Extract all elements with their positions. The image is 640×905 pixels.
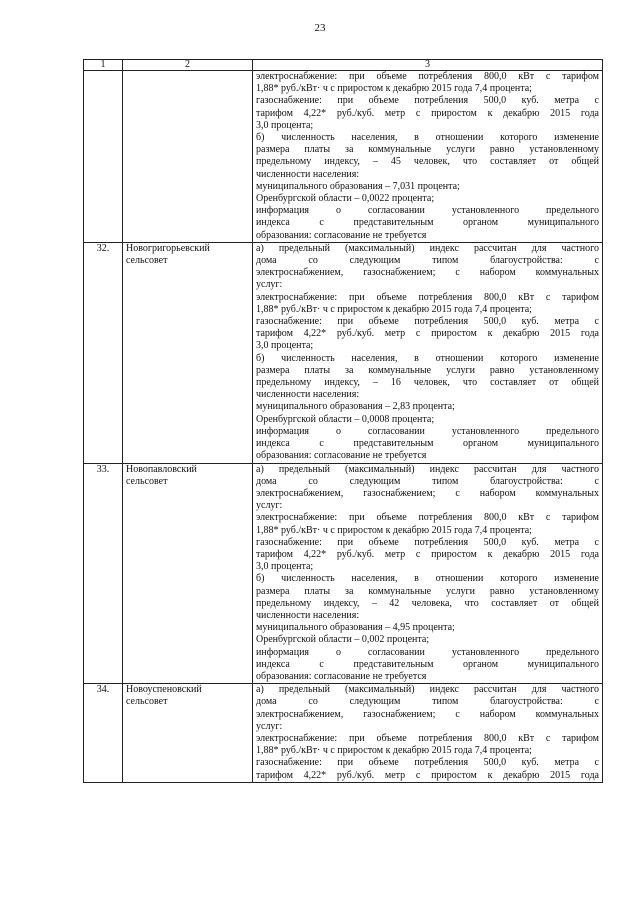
content-line: муниципального образования – 4,95 процента; xyxy=(256,622,455,634)
municipality-name-line: сельсовет xyxy=(126,475,168,487)
row-content-cell xyxy=(253,71,603,243)
content-line: численности населения: xyxy=(256,168,360,180)
content-line: газоснабжение: при объеме потребления 500,0 куб. метра с xyxy=(256,757,599,769)
content-line: электроснабжение: при объеме потребления 800,0 кВт с тарифом xyxy=(256,512,599,524)
row-number-cell: 34. xyxy=(84,684,123,783)
table-header-row xyxy=(84,60,603,71)
municipality-cell xyxy=(123,463,253,684)
row-number-cell xyxy=(84,71,123,243)
content-line: услуг: xyxy=(256,720,283,732)
row-content-cell xyxy=(253,684,603,783)
column-header-1: 1 xyxy=(84,60,123,71)
content-line: б) численность населения, в отношении которого изменение xyxy=(256,352,599,364)
content-line: образования: согласование не требуется xyxy=(256,229,427,241)
row-number-cell: 33. xyxy=(84,463,123,684)
content-line: а) предельный (максимальный) индекс рассчитан для частного xyxy=(256,463,599,475)
content-line: электроснабжением, газоснабжением; с набором коммунальных xyxy=(256,267,599,279)
content-line: газоснабжение: при объеме потребления 500,0 куб. метра с xyxy=(256,95,599,107)
content-line: 3,0 процента; xyxy=(256,340,314,352)
content-line: а) предельный (максимальный) индекс рассчитан для частного xyxy=(256,242,599,254)
content-line: дома со следующим типом благоустройства: с xyxy=(256,475,599,487)
content-line: дома со следующим типом благоустройства: с xyxy=(256,255,599,267)
row-number-cell: 32. xyxy=(84,242,123,463)
municipality-name-line: Новогригорьевский xyxy=(126,242,210,254)
content-line: электроснабжением, газоснабжением; с набором коммунальных xyxy=(256,487,599,499)
content-line: а) предельный (максимальный) индекс рассчитан для частного xyxy=(256,684,599,696)
content-line: размера платы за коммунальные услуги равно установленному xyxy=(256,585,599,597)
content-line: индекса с представительным органом муниципального xyxy=(256,438,599,450)
content-line: предельному индексу, – 16 человек, что составляет от общей xyxy=(256,377,599,389)
table-row xyxy=(84,463,603,684)
content-line: Оренбургской области – 0,0008 процента; xyxy=(256,413,435,425)
content-line: Оренбургской области – 0,002 процента; xyxy=(256,634,430,646)
content-line: тарифом 4,22* руб./куб. метр с приростом к декабрю 2015 года xyxy=(256,548,599,560)
content-line: муниципального образования – 7,031 процента; xyxy=(256,180,460,192)
content-line: тарифом 4,22* руб./куб. метр с приростом к декабрю 2015 года xyxy=(256,107,599,119)
row-content-cell xyxy=(253,242,603,463)
content-line: информация о согласовании установленного предельного xyxy=(256,646,599,658)
content-line: численности населения: xyxy=(256,609,360,621)
content-line: 3,0 процента; xyxy=(256,119,314,131)
content-line: муниципального образования – 2,83 процента; xyxy=(256,401,455,413)
content-line: 1,88* руб./кВт· ч с приростом к декабрю 2015 года 7,4 процента; xyxy=(256,524,532,536)
content-line: индекса с представительным органом муниципального xyxy=(256,217,599,229)
content-line: 1,88* руб./кВт· ч с приростом к декабрю 2015 года 7,4 процента; xyxy=(256,745,532,757)
content-line: 1,88* руб./кВт· ч с приростом к декабрю 2015 года 7,4 процента; xyxy=(256,303,532,315)
content-line: образования: согласование не требуется xyxy=(256,670,427,682)
content-line: численности населения: xyxy=(256,389,360,401)
content-line: электроснабжение: при объеме потребления 800,0 кВт с тарифом xyxy=(256,732,599,744)
content-line: предельному индексу, – 45 человек, что составляет от общей xyxy=(256,156,599,168)
page-number: 23 xyxy=(314,22,326,34)
municipality-name-line: Новоуспеновский xyxy=(126,684,202,696)
content-line: образования: согласование не требуется xyxy=(256,450,427,462)
content-line: тарифом 4,22* руб./куб. метр с приростом к декабрю 2015 года xyxy=(256,769,599,781)
municipality-cell xyxy=(123,242,253,463)
municipality-name-line: сельсовет xyxy=(126,255,168,267)
content-line: б) численность населения, в отношении которого изменение xyxy=(256,132,599,144)
content-line: тарифом 4,22* руб./куб. метр с приростом к декабрю 2015 года xyxy=(256,328,599,340)
municipality-name-line: сельсовет xyxy=(126,696,168,708)
content-line: услуг: xyxy=(256,279,283,291)
column-header-2: 2 xyxy=(123,60,253,71)
content-line: информация о согласовании установленного предельного xyxy=(256,205,599,217)
content-line: информация о согласовании установленного предельного xyxy=(256,425,599,437)
content-line: размера платы за коммунальные услуги равно установленному xyxy=(256,144,599,156)
municipality-cell xyxy=(123,71,253,243)
row-content-cell xyxy=(253,463,603,684)
content-line: предельному индексу, – 42 человека, что составляет от общей xyxy=(256,597,599,609)
content-line: электроснабжением, газоснабжением; с набором коммунальных xyxy=(256,708,599,720)
table-row xyxy=(84,684,603,783)
column-header-3: 3 xyxy=(253,60,603,71)
content-line: размера платы за коммунальные услуги равно установленному xyxy=(256,364,599,376)
content-line: газоснабжение: при объеме потребления 500,0 куб. метра с xyxy=(256,536,599,548)
tariff-index-table xyxy=(83,59,603,783)
content-line: электроснабжение: при объеме потребления 800,0 кВт с тарифом xyxy=(256,291,599,303)
municipality-name-line: Новопавловский xyxy=(126,463,197,475)
content-line: услуг: xyxy=(256,500,283,512)
municipality-cell xyxy=(123,684,253,783)
content-line: дома со следующим типом благоустройства: с xyxy=(256,696,599,708)
content-line: 3,0 процента; xyxy=(256,561,314,573)
content-line: 1,88* руб./кВт· ч с приростом к декабрю 2015 года 7,4 процента; xyxy=(256,83,532,95)
content-line: б) численность населения, в отношении которого изменение xyxy=(256,573,599,585)
table-row-continuation xyxy=(84,71,603,243)
content-line: Оренбургской области – 0,0022 процента; xyxy=(256,193,435,205)
content-line: электроснабжение: при объеме потребления 800,0 кВт с тарифом xyxy=(256,71,599,82)
content-line: индекса с представительным органом муниципального xyxy=(256,658,599,670)
table-row xyxy=(84,242,603,463)
content-line: газоснабжение: при объеме потребления 500,0 куб. метра с xyxy=(256,316,599,328)
